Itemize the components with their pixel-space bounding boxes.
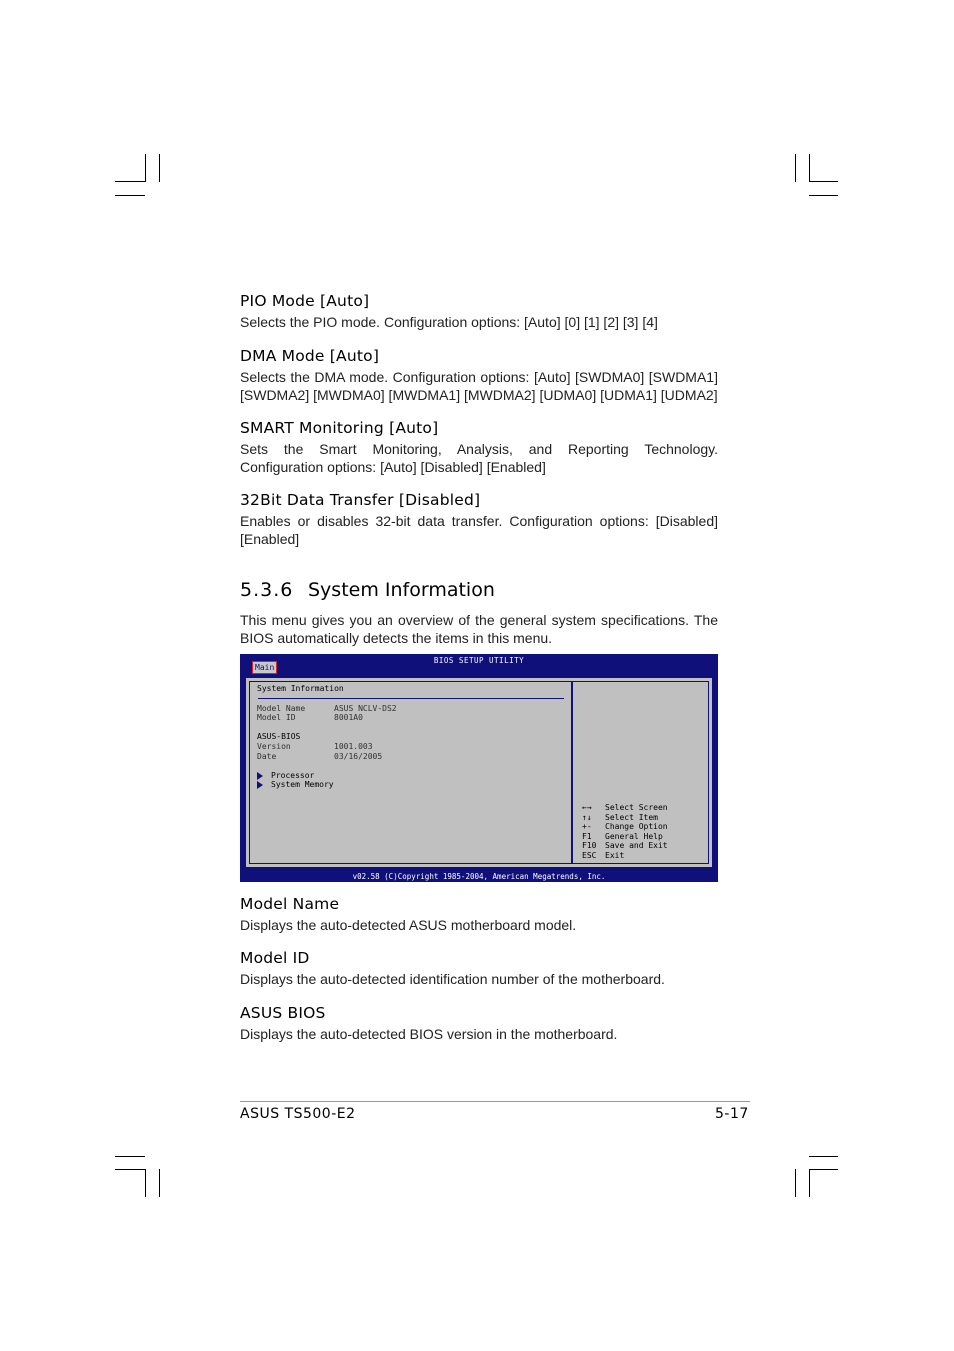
section-text: Selects the PIO mode. Configuration options: [Auto] [0] [1] [2] [3] [4] [240, 314, 658, 330]
section-text: Displays the auto-detected BIOS version in the motherboard. [240, 1026, 618, 1042]
section-model-id [240, 949, 718, 988]
bios-help-action: Select Item [605, 813, 658, 822]
section-dma-mode [240, 347, 718, 404]
bios-help-key: ESC [582, 851, 597, 860]
section-heading: Model ID [240, 949, 310, 967]
section-text: Displays the auto-detected ASUS motherboard model. [240, 917, 577, 933]
bios-panel-title: System Information [257, 684, 344, 693]
crop-mark [809, 1169, 810, 1197]
bios-help-key: F10 [582, 841, 597, 850]
footer-product: ASUS TS500-E2 [240, 1106, 356, 1122]
bios-help-action: Change Option [605, 822, 668, 831]
section-text: Selects the DMA mode. Configuration options: [Auto] [SWDMA0] [SWDMA1] [SWDMA2] [MWDMA0] [MWDMA1] [MWDMA2] [UDMA0] [UDMA1] [UDMA2] [240, 369, 718, 403]
crop-mark [115, 181, 145, 182]
page-title [240, 579, 718, 601]
bios-panel [244, 676, 714, 869]
bios-help-action: General Help [605, 832, 663, 841]
section-heading: PIO Mode [Auto] [240, 292, 370, 310]
bios-rule [258, 698, 564, 699]
crop-mark [795, 1169, 796, 1197]
crop-mark [159, 154, 160, 182]
section-system-information [240, 579, 718, 647]
crop-mark [145, 1169, 146, 1197]
bios-date-value: 03/16/2005 [334, 752, 383, 761]
crop-mark [115, 1169, 145, 1170]
section-heading: SMART Monitoring [Auto] [240, 419, 439, 437]
bios-model-id-value: 8001A0 [334, 713, 363, 722]
section-asus-bios [240, 1004, 718, 1043]
section-heading: Model Name [240, 895, 340, 913]
bios-help-action: Select Screen [605, 803, 668, 812]
bios-version-label: Version [257, 742, 291, 751]
section-smart-monitoring [240, 419, 718, 476]
section-text: Enables or disables 32-bit data transfer. Configuration options: [Disabled] [Enabled] [240, 513, 718, 547]
arrow-right-icon [257, 772, 263, 780]
section-title-text: System Information [308, 579, 495, 601]
arrow-right-icon [257, 781, 263, 789]
bios-date-label: Date [257, 752, 277, 761]
bios-model-name-value: ASUS NCLV-DS2 [334, 704, 397, 713]
crop-mark [809, 154, 810, 182]
section-pio-mode [240, 292, 718, 331]
section-text: Sets the Smart Monitoring, Analysis, and Reporting Technology. Configuration options: [Auto] [Disabled] [Enabled] [240, 441, 718, 475]
bios-submenu-memory[interactable] [257, 780, 334, 790]
section-heading: 32Bit Data Transfer [Disabled] [240, 491, 481, 509]
bios-inner-frame [249, 681, 709, 864]
footer-page-number: 5-17 [715, 1106, 749, 1122]
bios-help-action: Save and Exit [605, 841, 668, 850]
bios-model-id-label: Model ID [257, 713, 296, 722]
crop-mark [115, 1156, 145, 1157]
section-number: 5.3.6 [240, 579, 294, 601]
bios-footer: v02.58 (C)Copyright 1985-2004, American Megatrends, Inc. [352, 872, 606, 881]
crop-mark [809, 195, 838, 196]
bios-screenshot [240, 654, 718, 882]
bios-title: BIOS SETUP UTILITY [433, 656, 525, 665]
section-model-name [240, 895, 718, 934]
section-32bit-transfer [240, 491, 718, 548]
bios-help-key: +- [582, 822, 592, 831]
bios-asus-bios-label: ASUS-BIOS [257, 732, 301, 741]
crop-mark [159, 1169, 160, 1197]
footer-rule [240, 1101, 750, 1102]
bios-help-key: ←→ [582, 803, 592, 812]
bios-model-name-label: Model Name [257, 704, 306, 713]
section-text: Displays the auto-detected identification number of the motherboard. [240, 971, 665, 987]
bios-version-value: 1001.003 [334, 742, 373, 751]
bios-submenu-label: Processor [271, 771, 315, 780]
crop-mark [145, 154, 146, 182]
crop-mark [809, 1169, 838, 1170]
bios-help-action: Exit [605, 851, 625, 860]
section-heading: ASUS BIOS [240, 1004, 326, 1022]
bios-help-key: ↑↓ [582, 813, 592, 822]
crop-mark [795, 154, 796, 182]
bios-submenu-label: System Memory [271, 780, 334, 789]
intro-text: This menu gives you an overview of the general system specifications. The BIOS automatically detects the items in this menu. [240, 612, 718, 646]
crop-mark [115, 195, 145, 196]
section-heading: DMA Mode [Auto] [240, 347, 380, 365]
bios-tab-main[interactable]: Main [252, 661, 277, 674]
crop-mark [809, 181, 838, 182]
bios-divider [571, 682, 573, 863]
bios-help-key: F1 [582, 832, 592, 841]
crop-mark [809, 1156, 838, 1157]
